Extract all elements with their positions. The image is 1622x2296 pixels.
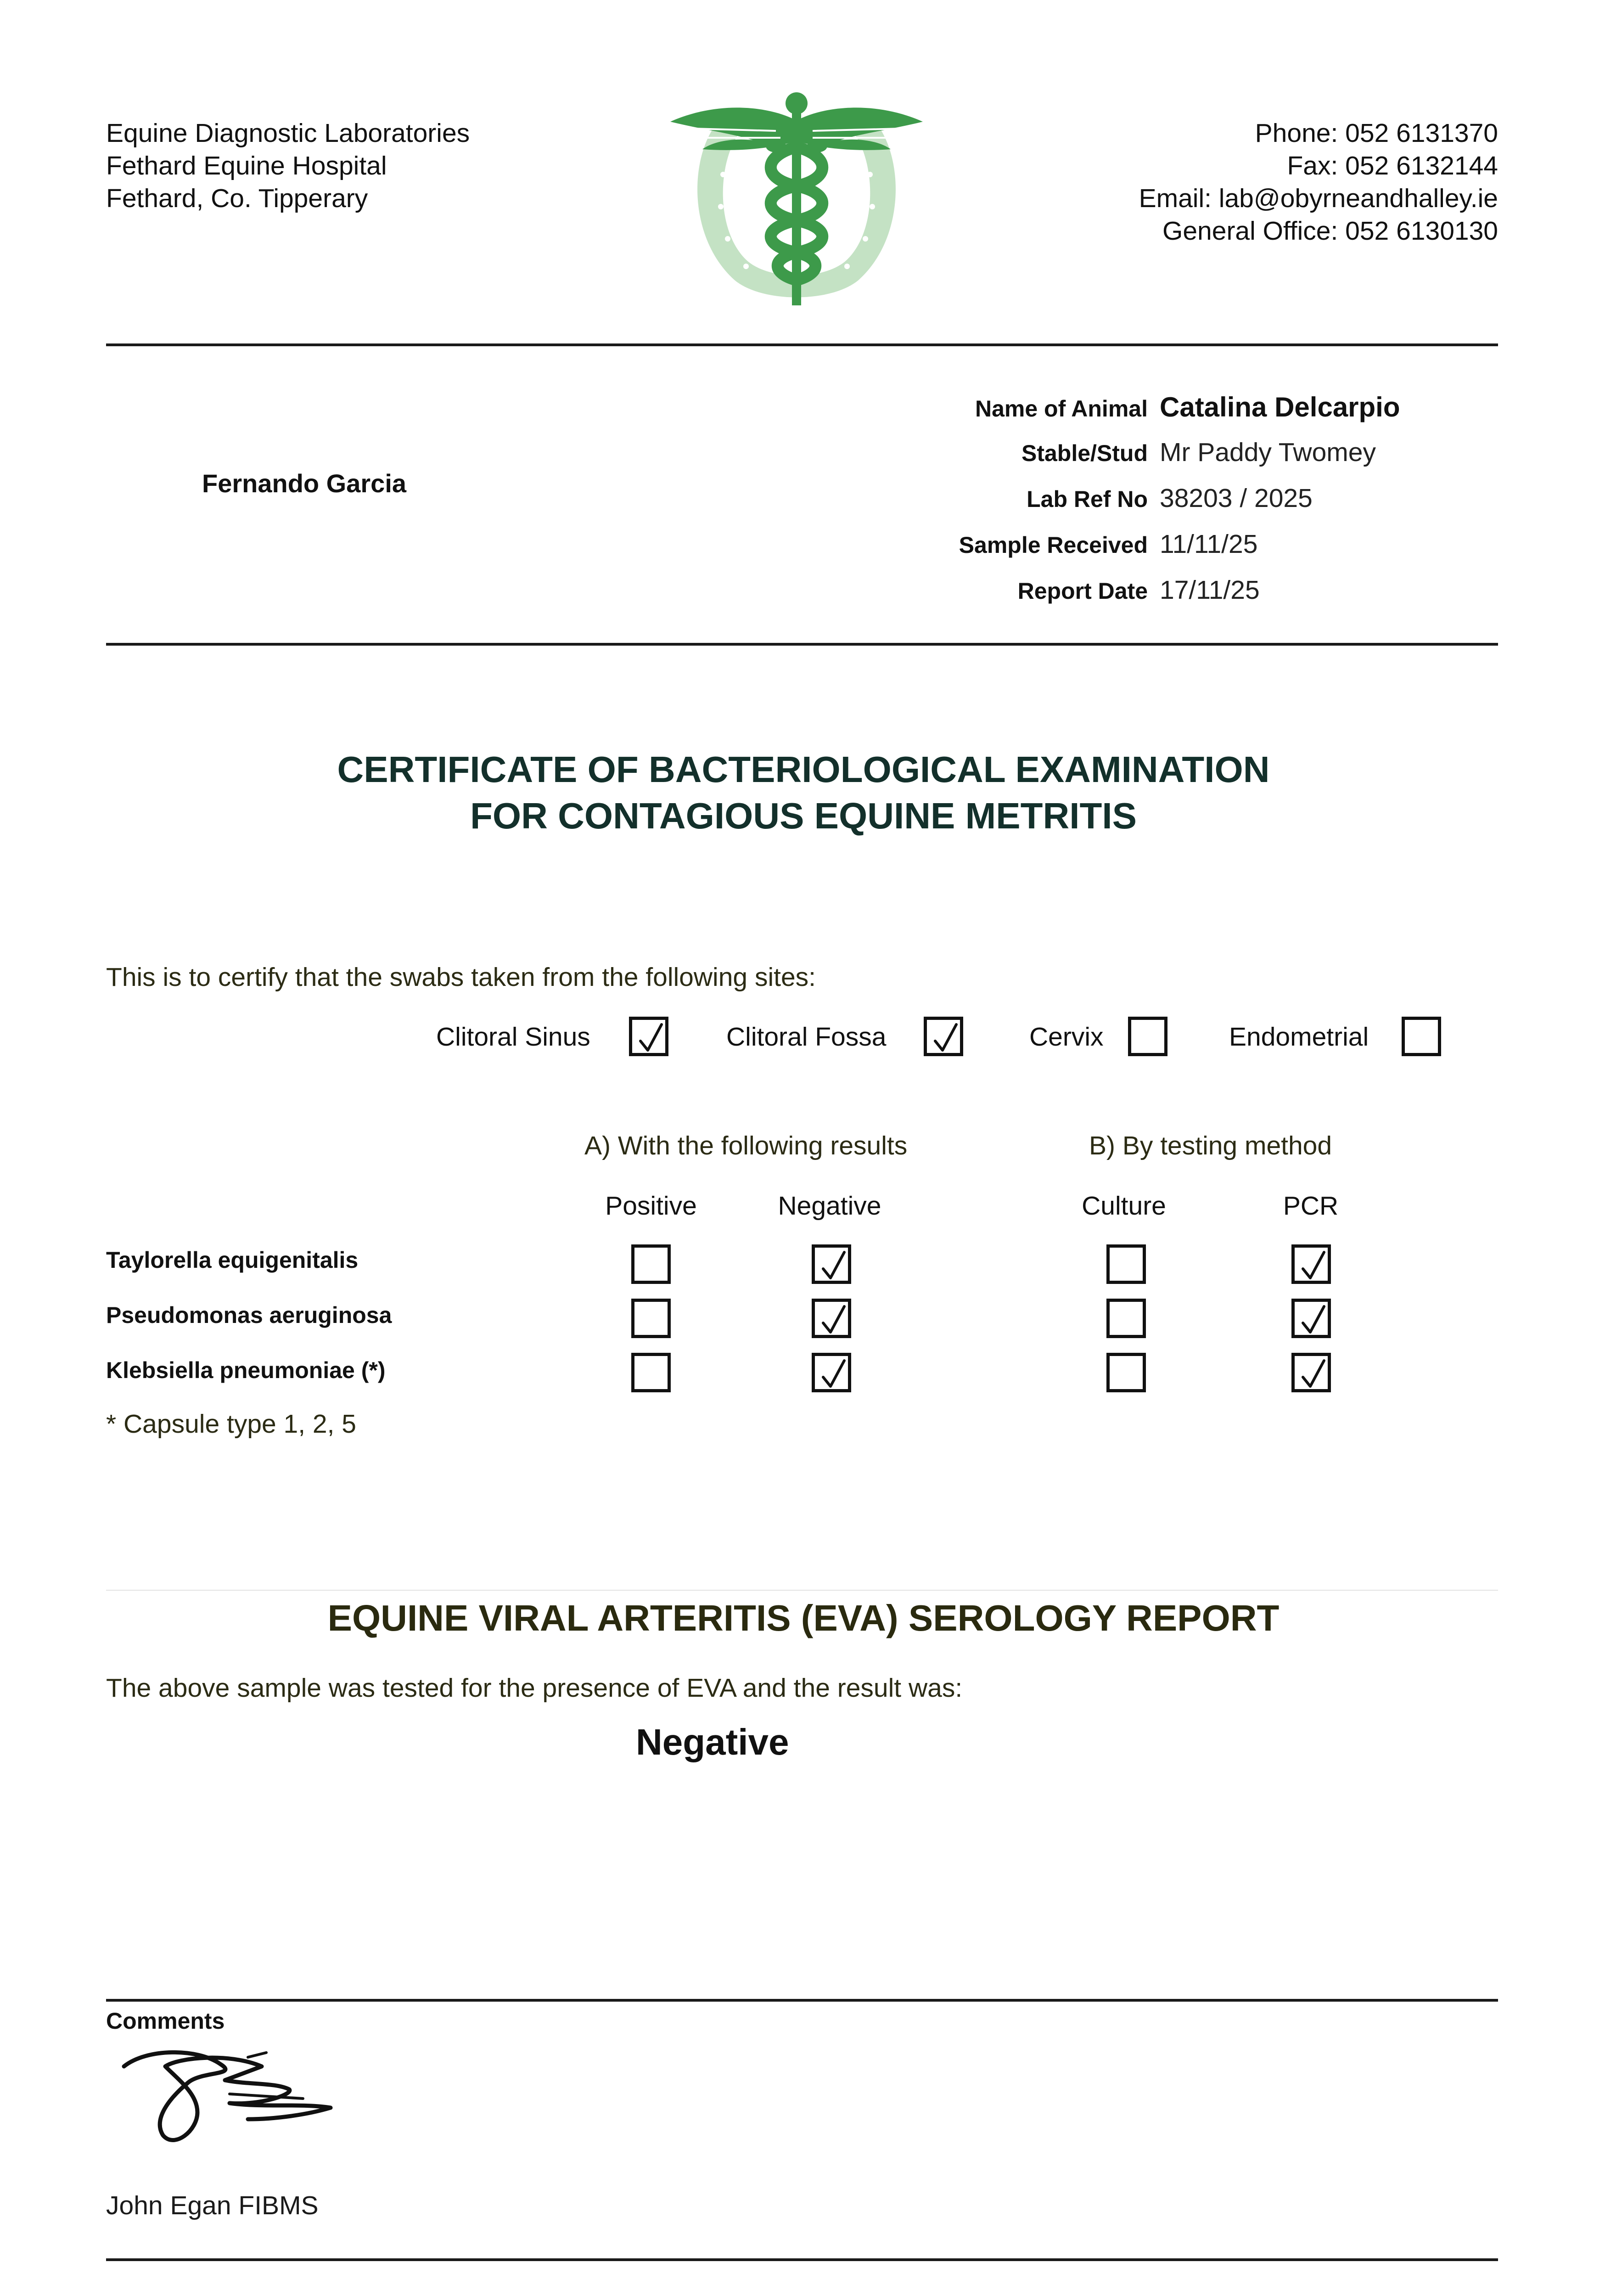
- checkmark-icon: [1300, 1359, 1327, 1390]
- result-checkbox[interactable]: [1291, 1353, 1331, 1392]
- col-culture: Culture: [1082, 1191, 1166, 1221]
- address-line: Fethard Equine Hospital: [106, 151, 387, 180]
- lab-ref-value: 38203 / 2025: [1160, 484, 1313, 513]
- info-row: [872, 529, 1400, 575]
- info-row: [872, 391, 1400, 437]
- owner-name: Fernando Garcia: [202, 469, 407, 498]
- lab-contact: [1139, 117, 1498, 248]
- info-label: Name of Animal: [975, 396, 1148, 422]
- result-checkbox[interactable]: [631, 1244, 671, 1284]
- result-checkbox[interactable]: [1106, 1353, 1146, 1392]
- address-line: Fethard, Co. Tipperary: [106, 184, 368, 213]
- phone-line: Phone: 052 6131370: [1255, 118, 1498, 148]
- site-checkbox[interactable]: [629, 1017, 668, 1056]
- result-checkbox[interactable]: [812, 1244, 851, 1284]
- site-checkbox[interactable]: [1128, 1017, 1167, 1056]
- sample-received-value: 11/11/25: [1160, 529, 1258, 559]
- site-checkbox[interactable]: [924, 1017, 963, 1056]
- result-checkbox[interactable]: [1106, 1244, 1146, 1284]
- result-checkbox[interactable]: [631, 1353, 671, 1392]
- lab-address: [106, 117, 470, 215]
- result-checkbox[interactable]: [1106, 1299, 1146, 1338]
- site-label: Clitoral Sinus: [436, 1022, 590, 1052]
- site-checkbox[interactable]: [1402, 1017, 1441, 1056]
- result-checkbox[interactable]: [812, 1299, 851, 1338]
- info-label: Report Date: [1017, 578, 1148, 604]
- checkmark-icon: [820, 1305, 847, 1336]
- result-checkbox[interactable]: [1291, 1244, 1331, 1284]
- stable-value: Mr Paddy Twomey: [1160, 438, 1376, 467]
- divider: [106, 1590, 1498, 1591]
- caduceus-horseshoe-icon: [661, 87, 932, 312]
- eva-text: The above sample was tested for the presence of EVA and the result was:: [106, 1673, 963, 1703]
- col-pcr: PCR: [1283, 1191, 1339, 1221]
- fax-line: Fax: 052 6132144: [1287, 151, 1498, 180]
- eva-title: EQUINE VIRAL ARTERITIS (EVA) SEROLOGY REPORT: [327, 1598, 1280, 1638]
- checkmark-icon: [820, 1250, 847, 1282]
- organism-name: Pseudomonas aeruginosa: [106, 1302, 392, 1328]
- report-date-value: 17/11/25: [1160, 575, 1260, 605]
- info-label: Sample Received: [959, 532, 1148, 558]
- divider: [106, 2258, 1498, 2261]
- checkmark-icon: [932, 1023, 959, 1054]
- divider: [106, 1999, 1498, 2002]
- site-label: Clitoral Fossa: [726, 1022, 887, 1052]
- signer-name: John Egan FIBMS: [106, 2191, 319, 2220]
- checkmark-icon: [1300, 1250, 1327, 1282]
- handwritten-signature: [110, 2039, 349, 2158]
- checkmark-icon: [1300, 1305, 1327, 1336]
- site-label: Endometrial: [1229, 1022, 1369, 1052]
- result-checkbox[interactable]: [812, 1353, 851, 1392]
- result-checkbox[interactable]: [1291, 1299, 1331, 1338]
- method-heading: B) By testing method: [1089, 1131, 1332, 1160]
- info-label: Stable/Stud: [1021, 440, 1148, 466]
- office-line: General Office: 052 6130130: [1162, 216, 1498, 246]
- col-negative: Negative: [778, 1191, 881, 1221]
- info-row: [872, 483, 1400, 529]
- checkmark-icon: [638, 1023, 664, 1054]
- info-label: Lab Ref No: [1027, 486, 1148, 512]
- col-positive: Positive: [605, 1191, 697, 1221]
- comments-label: Comments: [106, 2008, 225, 2034]
- organism-name: Klebsiella pneumoniae (*): [106, 1357, 386, 1383]
- checkmark-icon: [820, 1359, 847, 1390]
- animal-name: Catalina Delcarpio: [1160, 392, 1400, 422]
- title-line: FOR CONTAGIOUS EQUINE METRITIS: [470, 795, 1137, 836]
- address-line: Equine Diagnostic Laboratories: [106, 118, 470, 148]
- site-label: Cervix: [1029, 1022, 1104, 1052]
- result-checkbox[interactable]: [631, 1299, 671, 1338]
- results-heading: A) With the following results: [584, 1131, 908, 1160]
- info-row: [872, 575, 1400, 621]
- capsule-footnote: * Capsule type 1, 2, 5: [106, 1409, 357, 1439]
- info-row: [872, 437, 1400, 483]
- organism-name: Taylorella equigenitalis: [106, 1247, 359, 1273]
- divider: [106, 643, 1498, 646]
- animal-info: [872, 391, 1400, 621]
- divider: [106, 343, 1498, 346]
- email-line: Email: lab@obyrneandhalley.ie: [1139, 184, 1498, 213]
- eva-result: Negative: [636, 1722, 789, 1762]
- certificate-title: [0, 746, 1607, 839]
- title-line: CERTIFICATE OF BACTERIOLOGICAL EXAMINATION: [337, 749, 1270, 790]
- certify-intro: This is to certify that the swabs taken from the following sites:: [106, 962, 816, 992]
